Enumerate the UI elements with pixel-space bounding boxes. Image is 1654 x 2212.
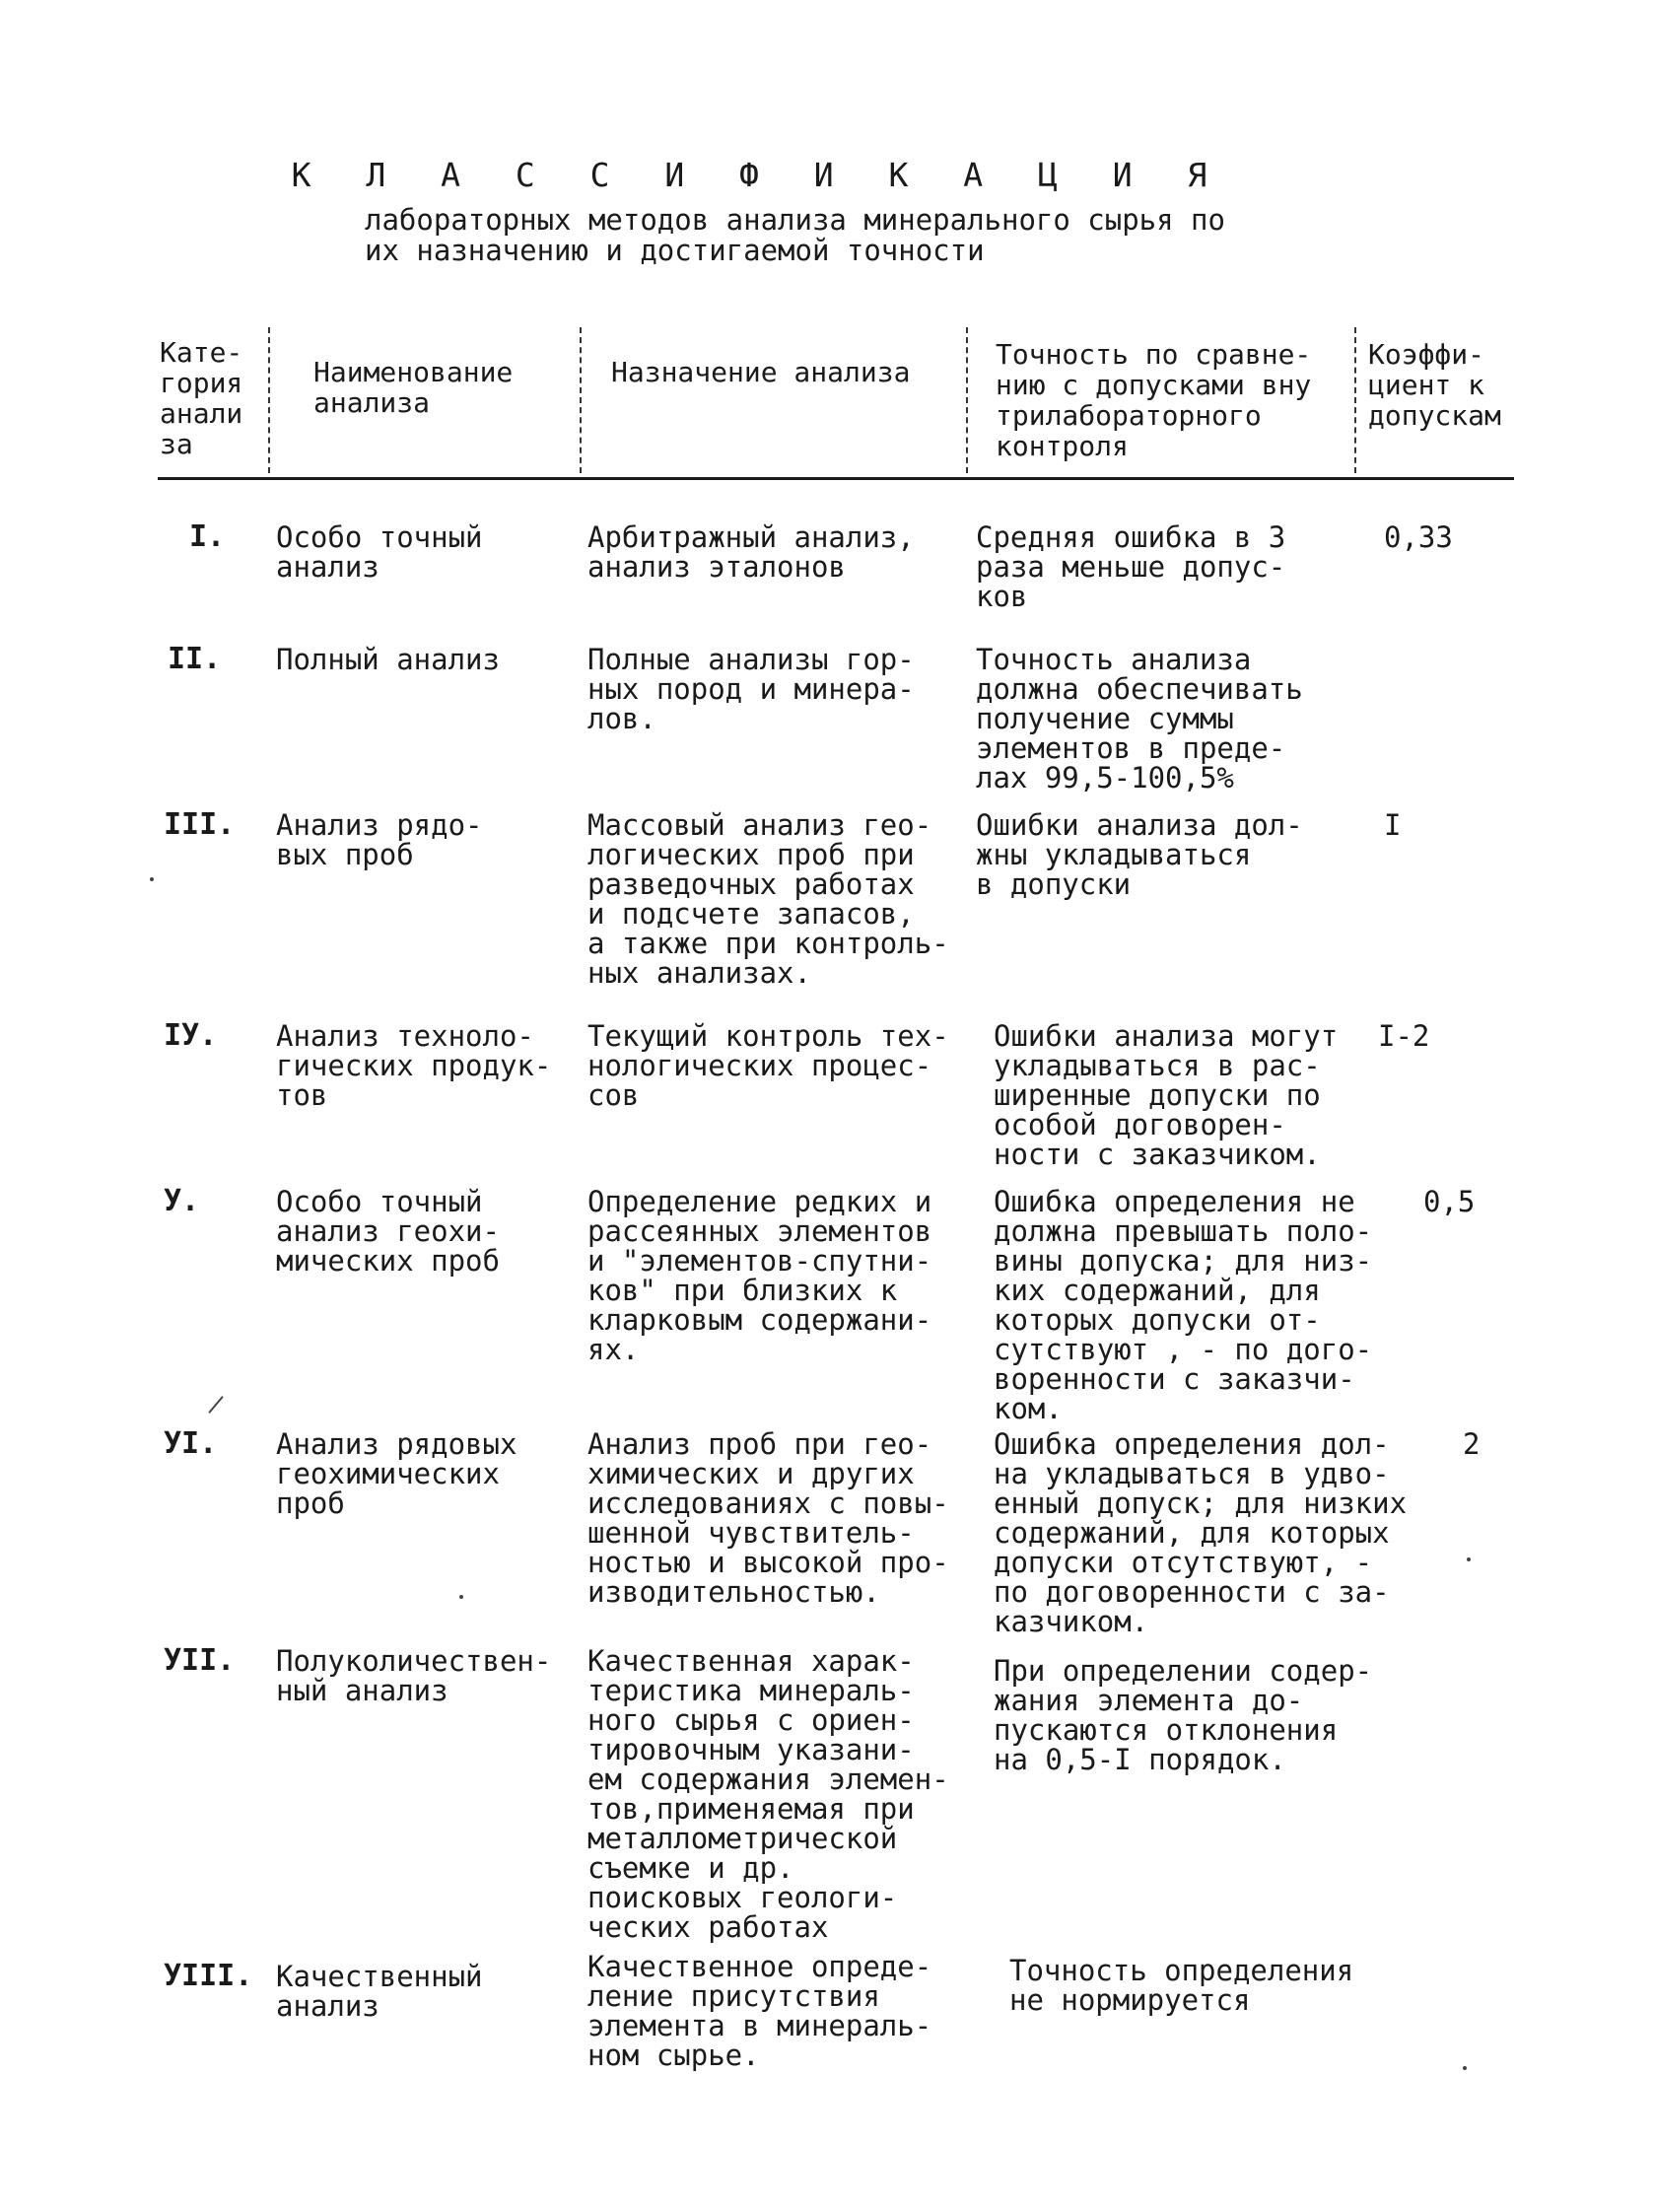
scan-speck — [1467, 1557, 1471, 1561]
row-category: УII. — [164, 1643, 236, 1678]
row-purpose: Массовый анализ гео- логических проб при разведочных работах и подсчете запасов, а также при контроль- ных анализах. — [587, 808, 949, 990]
row-category: УI. — [164, 1426, 218, 1461]
scan-speck — [459, 1595, 463, 1599]
row-purpose: Качественное опреде- ление присутствия элемента в минераль- ном сырье. — [587, 1950, 932, 2072]
row-analysis-name: Анализ рядо- вых проб — [276, 808, 483, 871]
row-accuracy: Ошибки анализа могут укладываться в рас- ширенные допуски по особой договорен- ности с заказчиком. — [994, 1019, 1339, 1171]
document-subtitle: лабораторных методов анализа минерального сырья по их назначению и достигаемой точности — [365, 203, 1225, 267]
header-rule — [158, 477, 1514, 480]
row-category: У. — [164, 1184, 200, 1218]
row-purpose: Определение редких и рассеянных элементов и "элементов-спутни- ков" при близких к кларковым содержани- ях. — [587, 1185, 932, 1366]
row-coefficient: I — [1384, 808, 1402, 842]
row-accuracy: Средняя ошибка в 3 раза меньше допус- ков — [976, 520, 1286, 613]
row-purpose: Анализ проб при гео- химических и других исследованиях с повы- шенной чувствитель- ностью и высокой про- изводительностью. — [587, 1427, 949, 1609]
scan-speck — [1463, 2066, 1467, 2070]
header-separator — [966, 327, 968, 473]
row-accuracy: Ошибка определения не должна превышать поло- вины допуска; для низ- ких содержаний, для которых допуски от- сутствуют , - по дого- воренности с заказчи- ком. — [994, 1185, 1373, 1425]
scan-speck — [150, 877, 154, 881]
header-separator — [1354, 327, 1356, 473]
row-accuracy: Точность анализа должна обеспечивать получение суммы элементов в преде- лах 99,5-100,5% — [976, 643, 1303, 795]
header-accuracy: Точность по сравне- нию с допусками вну трилабораторного контроля — [996, 338, 1312, 462]
scan-mark — [208, 1396, 224, 1414]
row-purpose: Арбитражный анализ, анализ эталонов — [587, 520, 915, 584]
document-title: К Л А С С И Ф И К А Ц И Я — [291, 156, 1225, 194]
row-category: II. — [168, 642, 222, 676]
row-purpose: Полные анализы гор- ных пород и минера- лов. — [587, 643, 915, 735]
row-category: III. — [164, 807, 236, 842]
row-purpose: Текущий контроль тех- нологических процес- сов — [587, 1019, 949, 1112]
row-analysis-name: Особо точный анализ — [276, 520, 483, 584]
row-coefficient: 0,33 — [1384, 520, 1453, 554]
header-separator — [268, 327, 270, 473]
row-analysis-name: Полный анализ — [276, 643, 500, 676]
row-analysis-name: Качественный анализ — [276, 1960, 483, 2023]
row-category: УIII. — [164, 1959, 253, 1993]
header-coefficient: Коэффи- циент к допускам — [1368, 338, 1501, 432]
row-coefficient: 0,5 — [1423, 1185, 1476, 1218]
row-accuracy: При определении содер- жания элемента до- пускаются отклонения на 0,5-I порядок. — [994, 1654, 1373, 1776]
row-coefficient: I-2 — [1378, 1019, 1430, 1053]
row-analysis-name: Особо точный анализ геохи- мических проб — [276, 1185, 500, 1278]
row-category: I. — [189, 519, 226, 554]
row-accuracy: Ошибки анализа дол- жны укладываться в допуски — [976, 808, 1303, 901]
header-purpose: Назначение анализа — [611, 356, 911, 388]
header-category: Кате- гория анали за — [160, 336, 243, 460]
row-analysis-name: Анализ техноло- гических продук- тов — [276, 1019, 552, 1112]
row-category: IУ. — [164, 1018, 218, 1053]
row-accuracy: Точность определения не нормируется — [1009, 1954, 1354, 2017]
row-analysis-name: Полуколичествен- ный анализ — [276, 1644, 552, 1707]
row-analysis-name: Анализ рядовых геохимических проб — [276, 1427, 517, 1520]
row-purpose: Качественная харак- теристика минераль- ного сырья с ориен- тировочным указани- ем содержания элемен- тов,применяемая при металлометрической съемке и др. поисковых геологи- ческих работах — [587, 1644, 949, 1944]
header-separator — [580, 327, 582, 473]
header-name: Наименование анализа — [313, 356, 514, 419]
row-coefficient: 2 — [1463, 1427, 1481, 1461]
row-accuracy: Ошибка определения дол- на укладываться в удво- енный допуск; для низких содержаний, для которых допуски отсутствуют, - по договоренности с за- казчиком. — [994, 1427, 1408, 1638]
